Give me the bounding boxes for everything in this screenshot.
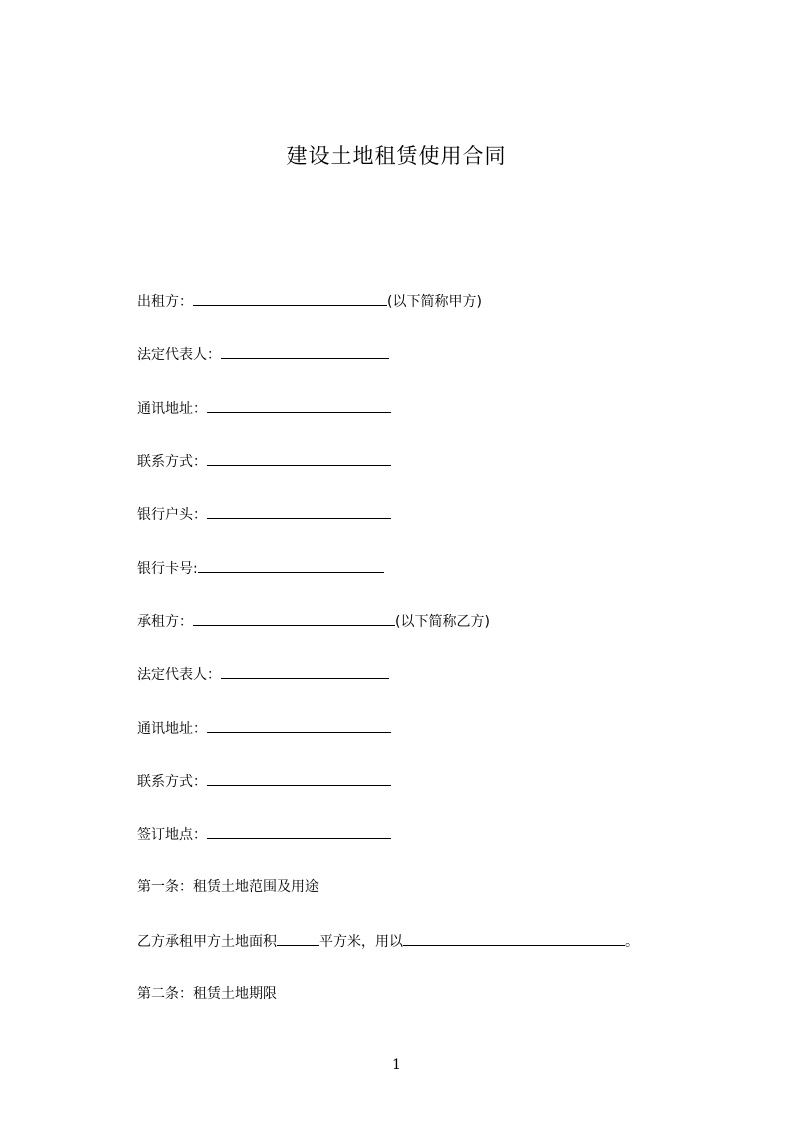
lessor-contact-blank[interactable] xyxy=(207,451,391,466)
lessor-rep-label: 法定代表人： xyxy=(137,347,221,363)
lessor-rep-line xyxy=(137,344,389,365)
lessee-rep-blank[interactable] xyxy=(221,664,389,679)
clause-1-end: 。 xyxy=(625,934,639,950)
article-1-heading: 第一条：租赁土地范围及用途 xyxy=(137,879,319,895)
bank-account-name-line xyxy=(137,504,391,525)
lessee-rep-label: 法定代表人： xyxy=(137,667,221,683)
sign-place-label: 签订地点： xyxy=(137,827,207,843)
lessee-line xyxy=(137,611,490,632)
clause-1-line xyxy=(137,931,639,952)
lessee-address-blank[interactable] xyxy=(207,718,391,733)
lessee-address-label: 通讯地址： xyxy=(137,721,207,737)
lessor-address-blank[interactable] xyxy=(207,398,391,413)
lessor-contact-label: 联系方式： xyxy=(137,454,207,470)
article-2-heading: 第二条：租赁土地期限 xyxy=(137,986,277,1002)
lessee-blank[interactable] xyxy=(193,611,395,626)
sign-place-line xyxy=(137,824,391,845)
lessee-contact-label: 联系方式： xyxy=(137,774,207,790)
lessee-label: 承租方： xyxy=(137,614,193,630)
lessor-rep-blank[interactable] xyxy=(221,344,389,359)
usage-blank[interactable] xyxy=(403,931,625,946)
lessee-address-line xyxy=(137,718,391,739)
lessee-rep-line xyxy=(137,664,389,685)
page-number: 1 xyxy=(392,1057,401,1073)
lessor-address-line xyxy=(137,398,391,419)
clause-1-text-b: 平方米，用以 xyxy=(319,934,403,950)
lessor-suffix: (以下简称甲方) xyxy=(387,294,482,310)
lessor-contact-line xyxy=(137,451,391,472)
lessee-suffix: (以下简称乙方) xyxy=(395,614,490,630)
lessor-line xyxy=(137,291,482,312)
bank-account-name-label: 银行户头： xyxy=(137,507,207,523)
sign-place-blank[interactable] xyxy=(207,824,391,839)
clause-1-text-a: 乙方承租甲方土地面积 xyxy=(137,934,277,950)
bank-account-name-blank[interactable] xyxy=(207,504,391,519)
lessor-label: 出租方： xyxy=(137,294,193,310)
bank-card-blank[interactable] xyxy=(198,558,384,573)
lessor-address-label: 通讯地址： xyxy=(137,401,207,417)
bank-card-label: 银行卡号: xyxy=(137,561,198,577)
area-blank[interactable] xyxy=(277,931,319,946)
lessee-contact-blank[interactable] xyxy=(207,771,391,786)
bank-card-line xyxy=(137,558,384,579)
lessee-contact-line xyxy=(137,771,391,792)
lessor-blank[interactable] xyxy=(193,291,387,306)
document-title: 建设土地租赁使用合同 xyxy=(286,144,507,168)
